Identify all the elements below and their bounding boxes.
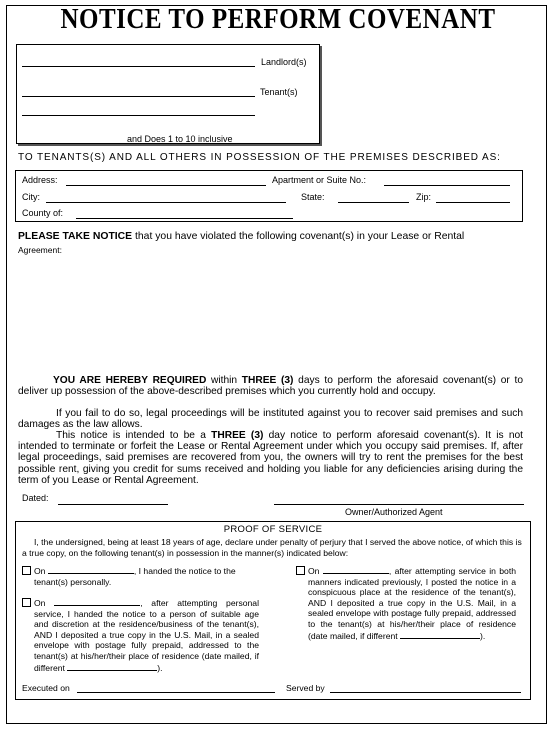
tenant-name-line-2[interactable]	[22, 115, 255, 116]
agreement-label: Agreement:	[18, 245, 62, 255]
substituted-service-checkbox[interactable]	[22, 598, 31, 607]
county-label: County of:	[22, 208, 64, 218]
notice-lead: PLEASE TAKE NOTICE	[18, 231, 133, 242]
served-by-input[interactable]	[330, 692, 521, 693]
substituted-mailed-date-input[interactable]	[67, 662, 157, 671]
zip-label: Zip:	[416, 192, 432, 202]
substituted-service-text: On , after attempting personal service, I handed the notice to a person of suitable age and discretion at the residence/business of the tenant(s), AND I deposited a true copy in the U.S. Mail, in a sealed envelope with postage fully prepaid, addressed to the tenant(s) at his/her/their place of residence (date mailed, if different ).	[34, 598, 259, 673]
substituted-service-date-input[interactable]	[54, 597, 140, 606]
notice-rest: that you have violated the following covenant(s) in your Lease or Rental	[132, 231, 465, 242]
personal-service-date-input[interactable]	[48, 565, 134, 574]
apartment-label: Apartment or Suite No.:	[272, 175, 367, 185]
post-and-mail-date-input[interactable]	[323, 565, 389, 574]
landlords-label: Landlord(s)	[261, 57, 307, 67]
county-input[interactable]	[76, 218, 293, 219]
owner-label: Owner/Authorized Agent	[345, 507, 443, 517]
served-by-label: Served by	[286, 683, 325, 693]
to-tenants-heading: TO TENANTS(S) AND ALL OTHERS IN POSSESSION OF THE PREMISES DESCRIBED AS:	[18, 152, 501, 163]
proof-intro: I, the undersigned, being at least 18 years of age, declare under penalty of perjury that I served the above notice, of which this is a true copy, on the following tenant(s) in possession in the manner(s) indicated below:	[22, 537, 522, 558]
notice-line	[18, 231, 528, 242]
address-input[interactable]	[66, 185, 266, 186]
proof-heading: PROOF OF SERVICE	[223, 524, 323, 535]
executed-label: Executed on	[22, 683, 70, 693]
owner-signature-line[interactable]	[274, 504, 524, 505]
does-label: and Does 1 to 10 inclusive	[127, 134, 233, 144]
post-and-mail-text: On , after attempting service in both manners indicated previously, I posted the notice in a conspicuous place at the residence of the tenant(s), AND I deposited a true copy in the U.S. Mail, in a sealed envelope with postage fully prepaid, addressed to the tenant(s) at his/her/their place of residence (date mailed, if different ).	[308, 566, 516, 641]
post-and-mail-mailed-date-input[interactable]	[400, 630, 480, 639]
personal-service-checkbox[interactable]	[22, 566, 31, 575]
dated-input[interactable]	[58, 504, 168, 505]
document-title: NOTICE TO PERFORM COVENANT	[60, 3, 496, 35]
post-and-mail-checkbox[interactable]	[296, 566, 305, 575]
executed-date-input[interactable]	[77, 692, 275, 693]
tenant-name-line-1[interactable]	[22, 96, 255, 97]
state-label: State:	[301, 192, 325, 202]
city-label: City:	[22, 192, 40, 202]
covenant-violation-area[interactable]	[18, 258, 523, 370]
state-input[interactable]	[338, 202, 409, 203]
required-paragraph: YOU ARE HEREBY REQUIRED within THREE (3) days to perform the aforesaid covenant(s) or to deliver up possession of the above-described premises which you currently hold and occupy.	[18, 375, 523, 398]
city-input[interactable]	[46, 202, 286, 203]
intent-paragraph: This notice is intended to be a THREE (3) day notice to perform aforesaid covenant(s). It is not intended to terminate or forfeit the Lease or Rental Agreement under which you occupy said premises. If, after legal proceedings, said premises are recovered from you, the owners will try to rent the premises for the best possible rent, giving you credit for sums received and holding you liable for any deficiencies arising during the term of you Lease or Rental Agreement.	[18, 430, 523, 486]
apartment-input[interactable]	[384, 185, 510, 186]
tenants-label: Tenant(s)	[260, 87, 298, 97]
landlord-name-line[interactable]	[22, 66, 255, 67]
zip-input[interactable]	[436, 202, 510, 203]
address-label: Address:	[22, 175, 58, 185]
dated-label: Dated:	[22, 493, 49, 503]
legal-proceedings-paragraph: If you fail to do so, legal proceedings will be instituted against you to recover said premises and such damages as the law allows.	[18, 408, 523, 431]
personal-service-text: On , I handed the notice to the tenant(s) personally.	[34, 566, 236, 587]
address-box	[15, 170, 523, 222]
